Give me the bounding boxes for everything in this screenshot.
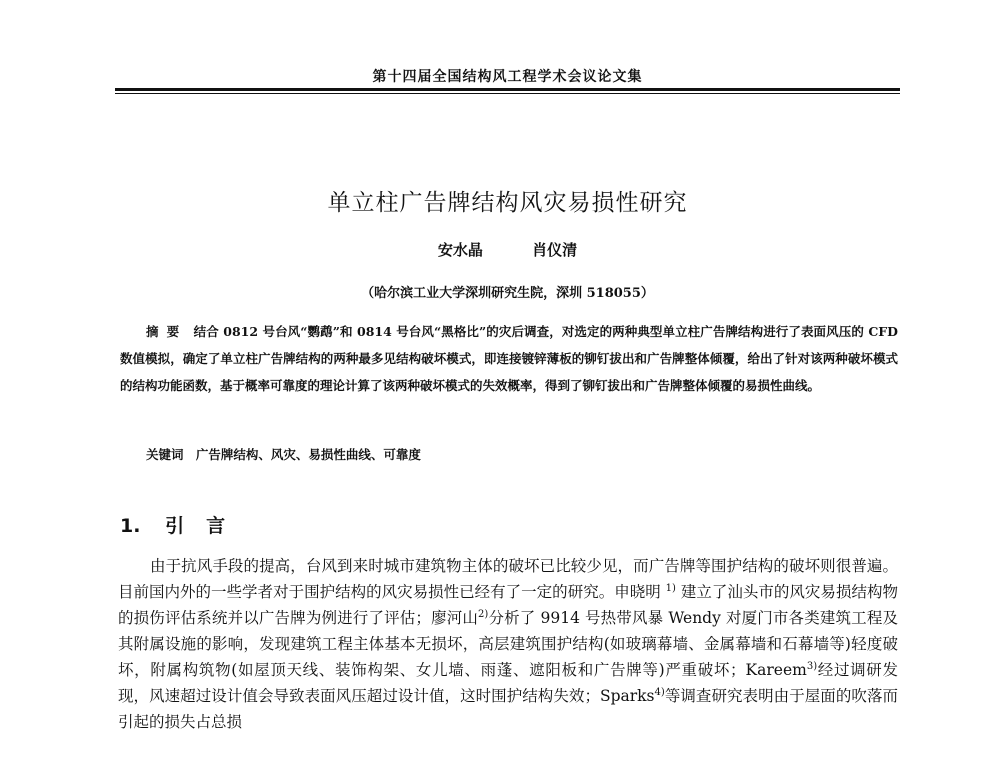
citation-ref: 1) xyxy=(665,582,676,594)
paper-title: 单立柱广告牌结构风灾易损性研究 xyxy=(327,190,688,216)
abstract-text: 结合 0812 号台风“鹦鹉”和 0814 号台风“黑格比”的灾后调查，对选定的两种典型单立柱广告牌结构进行了表面风压的 CFD 数值模拟，确定了单立柱广告牌结构的两种最多见结构破坏模式，即连接镀锌薄板的铆钉拔出和广告牌整体倾覆，给出了针对该两种破坏模式的结构功能函数，基于概率可靠度的理论计算了该两种破坏模式的失效概率，得到了铆钉拔出和广告牌整体倾覆的易损性曲线。 xyxy=(120,324,899,393)
running-header: 第十四届全国结构风工程学术会议论文集 xyxy=(372,69,643,85)
citation-ref: 2) xyxy=(478,608,489,620)
abstract-label: 摘要 xyxy=(146,324,188,339)
section-title: 引言 xyxy=(165,515,248,537)
section-heading xyxy=(120,511,247,538)
header-rule-thick xyxy=(115,88,900,91)
paragraph-text: 由于抗风手段的提高，台风到来时城市建筑物主体的破坏已比较少见，而广告牌等围护结构的破坏则很普遍。目前国内外的一些学者对于围护结构的风灾易损性已经有了一定的研究。申晓明 xyxy=(118,557,898,601)
header-rule-thin xyxy=(115,93,900,94)
citation-ref: 3) xyxy=(806,660,818,672)
section-number: 1. xyxy=(120,515,141,537)
paragraph-text: 等调查研究表明由于屋面的吹落而引起的损失占总损 xyxy=(118,687,898,731)
paragraph-text: 建立了汕头市的风灾易损结构物的损伤评估系统并以广告牌为例进行了评估；廖河山 xyxy=(118,583,898,627)
keywords-label: 关键词 xyxy=(146,447,184,462)
paragraph-text: 分析了 9914 号热带风暴 Wendy 对厦门市各类建筑工程及其附属设施的影响，发现建筑工程主体基本无损坏，高层建筑围护结构(如玻璃幕墙、金属幕墙和石幕墙等)轻度破坏，附属构筑物(如屋顶天线、装饰构架、女儿墙、雨蓬、遮阳板和广告牌等)严重破坏；Kareem xyxy=(118,609,898,679)
author-name: 肖仪清 xyxy=(532,241,578,259)
affiliation: （哈尔滨工业大学深圳研究生院，深圳 518055） xyxy=(361,286,654,301)
author-list xyxy=(115,239,900,260)
paragraph-text: 经过调研发现，风速超过设计值会导致表面风压超过设计值，这时围护结构失效；Sparks xyxy=(118,661,898,705)
body-paragraph xyxy=(118,553,898,735)
citation-ref: 4) xyxy=(654,686,665,698)
abstract xyxy=(120,318,898,399)
author-name: 安水晶 xyxy=(437,241,483,259)
keywords xyxy=(146,445,898,463)
keywords-text: 广告牌结构、风灾、易损性曲线、可靠度 xyxy=(195,447,421,462)
